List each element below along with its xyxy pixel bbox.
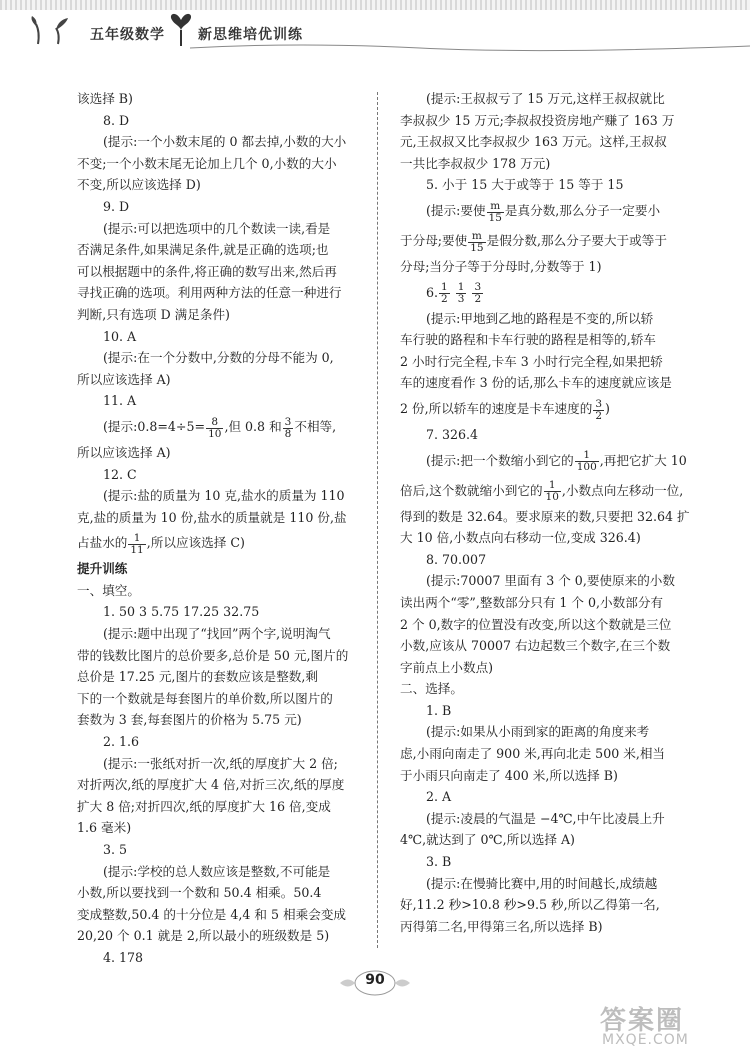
text-run: 车行驶的路程和卡车行驶的路程是相等的,轿车 — [400, 332, 656, 348]
text-line — [400, 786, 690, 808]
text-run: 8. 70.007 — [426, 551, 487, 567]
text-run: 8. D — [103, 112, 130, 128]
text-run: 分母;当分子等于分母时,分数等于 1) — [400, 258, 602, 274]
text-run: (提示:70007 里面有 3 个 0,要使原来的小数 — [426, 573, 675, 589]
text-run: 4℃,就达到了 0℃,所以选择 A) — [400, 832, 575, 848]
text-run: 变成整数,50.4 的十分位是 4,4 和 5 相乘会变成 — [77, 906, 347, 922]
fraction — [128, 533, 145, 556]
text-run: ,但 0.8 和 — [224, 418, 282, 434]
text-line — [400, 372, 690, 394]
heart-leaf-icon — [168, 8, 194, 48]
fraction-denominator: 2 — [441, 293, 448, 306]
text-run: 12. C — [103, 466, 137, 482]
text-run: 3. B — [426, 854, 452, 870]
text-line — [400, 592, 690, 614]
text-line — [400, 635, 690, 657]
text-line — [77, 666, 365, 688]
text-line — [77, 753, 365, 775]
text-run: 小数,应该从 70007 右边起数三个数字,在三个数 — [400, 638, 671, 654]
text-line — [400, 678, 690, 700]
sprout-icon — [28, 14, 88, 46]
text-line — [400, 278, 690, 308]
text-run: (提示:如果从小雨到家的距离的角度来考 — [426, 724, 650, 740]
text-line — [77, 623, 365, 645]
text-line — [77, 601, 365, 623]
text-line — [400, 153, 690, 175]
text-line — [77, 131, 365, 153]
fraction-numerator: 1 — [544, 480, 561, 492]
text-run: 所以应该选择 A) — [77, 371, 171, 387]
text-line — [77, 326, 365, 348]
fraction-numerator: 3 — [284, 415, 292, 428]
text-run: 2 份,所以轿车的速度是卡车速度的 — [400, 400, 593, 416]
text-run: 所以应该选择 A) — [77, 444, 171, 460]
text-run: ,所以应该选择 C) — [146, 535, 245, 551]
text-run: 10. A — [103, 328, 137, 344]
text-line — [77, 645, 365, 667]
text-run: (提示:王叔叔亏了 15 万元,这样王叔叔就比 — [426, 91, 665, 106]
text-line — [400, 351, 690, 373]
text-line — [77, 88, 365, 110]
text-line — [400, 88, 690, 110]
text-run: 2. A — [426, 789, 452, 805]
text-run: 是假分数,那么分子要大于或等于 — [486, 232, 667, 248]
text-line — [77, 528, 365, 558]
text-line — [77, 817, 365, 839]
text-run: 不变,所以应该选择 D) — [77, 177, 201, 193]
text-run: ,小数点向左移动一位, — [561, 482, 684, 498]
fraction-denominator: 8 — [284, 427, 292, 440]
text-run: 9. D — [103, 198, 130, 214]
text-run: 于小雨只向南走了 400 米,所以选择 B) — [400, 767, 618, 783]
text-line — [77, 796, 365, 818]
text-run: ,再把它扩大 10 — [599, 452, 687, 468]
text-line — [400, 657, 690, 679]
text-line — [400, 131, 690, 153]
text-run: 大 10 倍,小数点向右移动一位,变成 326.4) — [400, 530, 641, 546]
text-line — [77, 390, 365, 412]
text-line — [400, 424, 690, 446]
text-line — [77, 688, 365, 710]
text-line — [77, 347, 365, 369]
page-header — [0, 0, 750, 56]
text-line — [77, 947, 365, 969]
text-line — [77, 774, 365, 796]
text-line — [77, 412, 365, 442]
fraction-numerator: m — [468, 231, 485, 243]
text-line — [77, 925, 365, 947]
fraction-denominator: 11 — [130, 544, 144, 557]
text-line — [77, 882, 365, 904]
text-run: 一共比李叔叔少 178 万元) — [400, 155, 551, 171]
text-run: 判断,只有选项 D 满足条件) — [77, 306, 230, 322]
text-line — [400, 765, 690, 787]
fraction-denominator: 15 — [488, 211, 502, 224]
text-line — [77, 839, 365, 861]
text-run: 1. 50 3 5.75 17.25 32.75 — [103, 604, 260, 620]
text-line — [77, 904, 365, 926]
text-run: 提升训练 — [77, 561, 128, 577]
book-title: 五年级数学 — [90, 27, 165, 43]
fraction — [456, 282, 467, 305]
section-heading — [77, 558, 365, 580]
text-line — [400, 851, 690, 873]
text-run: 带的钱数比图片的总价要多,总价是 50 元,图片的 — [77, 647, 349, 663]
text-line — [400, 570, 690, 592]
text-line — [400, 916, 690, 938]
text-line — [77, 709, 365, 731]
text-run: (提示:0.8=4÷5= — [103, 418, 206, 434]
text-line — [400, 226, 690, 256]
page-number-badge — [340, 966, 410, 1000]
text-line — [77, 731, 365, 753]
text-run: (提示:一张纸对折一次,纸的厚度扩大 2 倍; — [103, 755, 338, 771]
text-run: 2. 1.6 — [103, 734, 140, 750]
text-run: 倍后,这个数就缩小到它的 — [400, 482, 543, 498]
text-run: 李叔叔少 15 万元;李叔叔投资房地产赚了 163 万 — [400, 112, 675, 128]
fraction-denominator: 10 — [545, 491, 559, 504]
text-run: 小数,所以要找到一个数和 50.4 相乘。50.4 — [77, 885, 322, 901]
text-line — [77, 110, 365, 132]
text-line — [400, 549, 690, 571]
fraction-denominator: 15 — [470, 241, 484, 254]
fraction-denominator: 10 — [208, 427, 222, 440]
watermark-logo-text: 答案圈 — [600, 1006, 685, 1036]
fraction-numerator: 8 — [206, 417, 223, 429]
text-run: 否满足条件,如果满足条件,就是正确的选项;也 — [77, 242, 329, 258]
text-run: 不变;一个小数末尾无论加上几个 0,小数的大小 — [77, 155, 337, 171]
text-run: 元,王叔叔又比李叔叔少 163 万元。这样,王叔叔 — [400, 134, 667, 150]
fraction — [468, 231, 485, 254]
text-run: 20,20 个 0.1 就是 2,所以最小的班级数是 5) — [77, 928, 330, 944]
text-line — [77, 218, 365, 240]
text-run: 下的一个数就是每套图片的单价数,所以图片的 — [77, 690, 333, 706]
text-run: (提示:题中出现了“找回”两个字,说明淘气 — [103, 626, 331, 642]
text-line — [400, 527, 690, 549]
fraction — [544, 480, 561, 503]
text-run: 得到的数是 32.64。要求原来的数,只要把 32.64 扩 — [400, 508, 690, 524]
fraction-numerator: 3 — [474, 281, 482, 294]
text-line — [77, 239, 365, 261]
text-run — [467, 285, 471, 300]
text-run: 寻找正确的选项。利用两种方法的任意一种进行 — [77, 285, 342, 301]
text-run: (提示:一个小数末尾的 0 都去掉,小数的大小 — [103, 134, 347, 150]
watermark — [600, 1000, 740, 1052]
text-run: 虑,小雨向南走了 900 米,再向北走 500 米,相当 — [400, 746, 666, 762]
text-line — [400, 256, 690, 278]
text-line — [400, 174, 690, 196]
text-run — [451, 285, 455, 300]
fraction-numerator: 1 — [441, 281, 448, 294]
page-number: 90 — [365, 972, 385, 988]
text-run: 好,11.2 秒>10.8 秒>9.5 秒,所以乙得第一名, — [400, 897, 660, 913]
text-run: (提示:可以把选项中的几个数读一读,看是 — [103, 220, 331, 236]
text-line — [400, 196, 690, 226]
text-run: (提示:在慢骑比赛中,用的时间越长,成绩越 — [426, 875, 658, 891]
text-line — [77, 174, 365, 196]
text-run: 车的速度看作 3 份的话,那么卡车的速度就应该是 — [400, 375, 672, 391]
text-run: 对折两次,纸的厚度扩大 4 倍,对折三次,纸的厚度 — [77, 777, 345, 793]
text-run: 字前点上小数点) — [400, 659, 494, 675]
text-line — [400, 110, 690, 132]
text-line — [400, 446, 690, 476]
text-line — [77, 282, 365, 304]
text-run: 7. 326.4 — [426, 426, 479, 442]
text-run: 是真分数,那么分子一定要小 — [504, 202, 661, 218]
series-title: 新思维培优训练 — [198, 27, 303, 43]
text-run: 6. — [426, 284, 439, 300]
text-run: 2 个 0,数字的位置没有改变,所以这个数就是三位 — [400, 616, 672, 632]
text-run: 该选择 B) — [77, 91, 133, 106]
text-run: 一、填空。 — [77, 582, 140, 598]
fraction — [487, 201, 504, 224]
fraction-denominator: 100 — [576, 461, 597, 474]
text-run: 套数为 3 套,每套图片的价格为 5.75 元) — [77, 712, 302, 728]
text-line — [77, 464, 365, 486]
fraction-numerator: 3 — [595, 397, 603, 410]
text-run: 克,盐的质量为 10 份,盐水的质量就是 110 份,盐 — [77, 509, 347, 525]
text-run: 读出两个“零”,整数部分只有 1 个 0,小数部分有 — [400, 594, 664, 610]
text-line — [400, 808, 690, 830]
text-run: 于分母;要使 — [400, 232, 468, 248]
text-run: (提示:把一个数缩小到它的 — [426, 452, 574, 468]
fraction-denominator: 2 — [595, 409, 603, 422]
text-line — [400, 476, 690, 506]
text-run: (提示:凌晨的气温是 −4℃,中午比凌晨上升 — [426, 810, 665, 826]
text-line — [400, 614, 690, 636]
text-run: 可以根据题中的条件,将正确的数写出来,然后再 — [77, 263, 337, 279]
text-line — [77, 153, 365, 175]
text-run: 总价是 17.25 元,图片的套数应该是整数,剩 — [77, 669, 318, 685]
header-stripe — [0, 0, 750, 10]
fraction-numerator: 1 — [128, 533, 145, 545]
fraction-denominator: 3 — [457, 293, 465, 306]
fraction — [472, 282, 483, 305]
text-run: (提示:盐的质量为 10 克,盐水的质量为 110 — [103, 488, 345, 504]
fraction — [283, 417, 294, 440]
text-line — [400, 829, 690, 851]
text-run: (提示:要使 — [426, 202, 486, 218]
text-run: 1.6 毫米) — [77, 820, 132, 836]
fraction — [575, 450, 599, 473]
text-line — [77, 304, 365, 326]
text-line — [77, 261, 365, 283]
text-line — [77, 196, 365, 218]
text-line — [400, 743, 690, 765]
text-line — [77, 369, 365, 391]
text-line — [400, 394, 690, 424]
text-line — [400, 329, 690, 351]
text-run: 4. 178 — [103, 949, 144, 965]
fraction — [439, 282, 450, 305]
text-line — [400, 308, 690, 330]
fraction-denominator: 2 — [474, 293, 482, 306]
fraction — [593, 399, 604, 422]
text-line — [77, 507, 365, 529]
left-column — [77, 88, 365, 969]
text-run: ) — [605, 400, 610, 416]
text-line — [77, 580, 365, 602]
text-line — [400, 506, 690, 528]
text-run: 占盐水的 — [77, 535, 128, 551]
fraction-numerator: 1 — [457, 281, 465, 294]
text-run: (提示:学校的总人数应该是整数,不可能是 — [103, 863, 331, 879]
text-run: 2 小时行完全程,卡车 3 小时行完全程,如果把轿 — [400, 353, 663, 369]
text-line — [400, 894, 690, 916]
text-line — [77, 442, 365, 464]
text-line — [400, 721, 690, 743]
text-line — [400, 873, 690, 895]
text-run: 不相等, — [294, 418, 337, 434]
fraction-numerator: 1 — [575, 450, 599, 462]
fraction — [206, 417, 223, 440]
watermark-url: MXQE.COM — [602, 1032, 689, 1048]
text-run: 二、选择。 — [400, 681, 463, 697]
text-line — [77, 861, 365, 883]
text-run: 5. 小于 15 大于或等于 15 等于 15 — [426, 177, 624, 193]
text-run: 扩大 8 倍;对折四次,纸的厚度扩大 16 倍,变成 — [77, 798, 331, 814]
right-column — [400, 88, 690, 937]
text-run: (提示:甲地到乙地的路程是不变的,所以轿 — [426, 310, 654, 326]
text-line — [400, 700, 690, 722]
text-line — [77, 485, 365, 507]
text-run: 11. A — [103, 393, 137, 409]
column-divider — [377, 92, 378, 948]
fraction-numerator: m — [487, 201, 504, 213]
text-run: 丙得第二名,甲得第三名,所以选择 B) — [400, 918, 603, 934]
text-run: 3. 5 — [103, 842, 128, 857]
text-run: (提示:在一个分数中,分数的分母不能为 0, — [103, 350, 334, 366]
text-run: 1. B — [426, 702, 452, 718]
